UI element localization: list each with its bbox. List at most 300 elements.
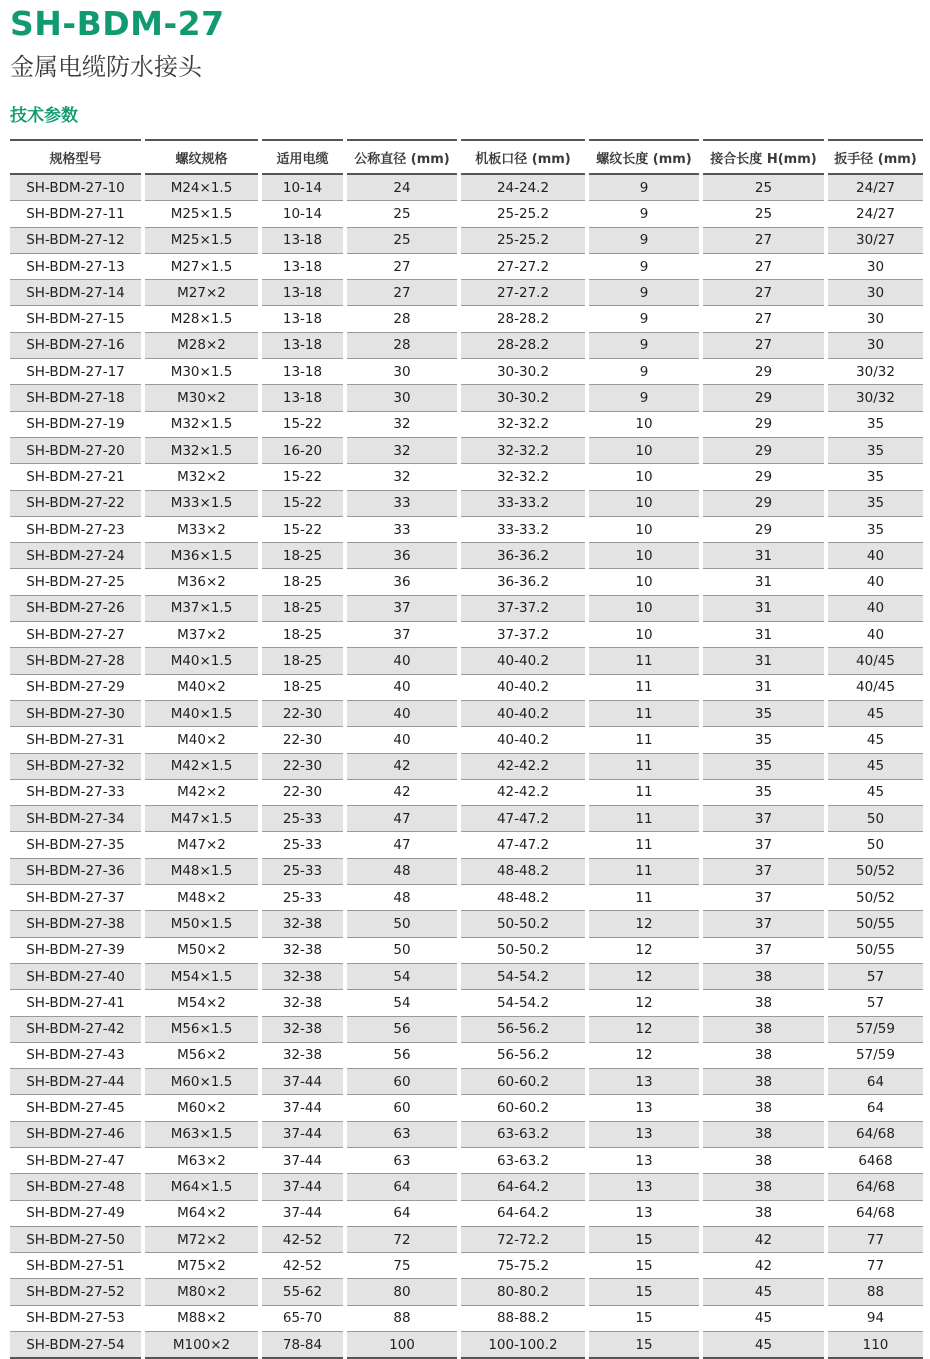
cell-model: SH-BDM-27-18 [10, 385, 141, 411]
table-row [10, 1174, 923, 1200]
cell-wrench-size: 40/45 [828, 675, 923, 701]
cell-wrench-size: 45 [828, 754, 923, 780]
cell-cable-range: 10-14 [262, 175, 343, 201]
cell-model: SH-BDM-27-46 [10, 1122, 141, 1148]
cell-nominal-diameter: 33 [347, 517, 457, 543]
cell-engage-length: 31 [703, 596, 824, 622]
cell-model: SH-BDM-27-32 [10, 754, 141, 780]
cell-model: SH-BDM-27-29 [10, 675, 141, 701]
cell-panel-hole: 32-32.2 [461, 412, 585, 438]
cell-thread: M32×2 [145, 464, 258, 490]
cell-model: SH-BDM-27-39 [10, 938, 141, 964]
cell-nominal-diameter: 40 [347, 675, 457, 701]
cell-model: SH-BDM-27-37 [10, 885, 141, 911]
table-row [10, 622, 923, 648]
cell-engage-length: 38 [703, 990, 824, 1016]
cell-cable-range: 13-18 [262, 280, 343, 306]
cell-cable-range: 13-18 [262, 254, 343, 280]
cell-panel-hole: 40-40.2 [461, 648, 585, 674]
cell-engage-length: 31 [703, 622, 824, 648]
cell-cable-range: 32-38 [262, 938, 343, 964]
cell-wrench-size: 64 [828, 1069, 923, 1095]
cell-nominal-diameter: 36 [347, 569, 457, 595]
cell-panel-hole: 42-42.2 [461, 754, 585, 780]
cell-engage-length: 27 [703, 333, 824, 359]
cell-engage-length: 35 [703, 780, 824, 806]
cell-model: SH-BDM-27-10 [10, 175, 141, 201]
cell-model: SH-BDM-27-27 [10, 622, 141, 648]
table-row [10, 885, 923, 911]
cell-thread: M27×1.5 [145, 254, 258, 280]
cell-nominal-diameter: 27 [347, 280, 457, 306]
cell-thread: M30×2 [145, 385, 258, 411]
cell-wrench-size: 35 [828, 438, 923, 464]
cell-nominal-diameter: 24 [347, 175, 457, 201]
cell-panel-hole: 54-54.2 [461, 990, 585, 1016]
cell-thread-length: 13 [589, 1174, 699, 1200]
cell-model: SH-BDM-27-30 [10, 701, 141, 727]
cell-panel-hole: 32-32.2 [461, 438, 585, 464]
cell-thread: M33×1.5 [145, 491, 258, 517]
cell-engage-length: 37 [703, 938, 824, 964]
cell-wrench-size: 88 [828, 1279, 923, 1305]
cell-wrench-size: 57/59 [828, 1043, 923, 1069]
cell-cable-range: 42-52 [262, 1253, 343, 1279]
cell-engage-length: 25 [703, 175, 824, 201]
cell-thread: M32×1.5 [145, 412, 258, 438]
cell-thread-length: 9 [589, 333, 699, 359]
cell-thread-length: 9 [589, 306, 699, 332]
cell-model: SH-BDM-27-40 [10, 964, 141, 990]
cell-nominal-diameter: 25 [347, 201, 457, 227]
cell-model: SH-BDM-27-41 [10, 990, 141, 1016]
cell-thread-length: 11 [589, 754, 699, 780]
table-row [10, 964, 923, 990]
cell-wrench-size: 24/27 [828, 175, 923, 201]
cell-nominal-diameter: 54 [347, 964, 457, 990]
cell-nominal-diameter: 56 [347, 1043, 457, 1069]
cell-thread-length: 12 [589, 1043, 699, 1069]
table-row [10, 1148, 923, 1174]
table-row [10, 1017, 923, 1043]
cell-thread-length: 9 [589, 228, 699, 254]
cell-cable-range: 18-25 [262, 596, 343, 622]
table-row [10, 254, 923, 280]
cell-wrench-size: 40 [828, 622, 923, 648]
cell-model: SH-BDM-27-54 [10, 1332, 141, 1359]
cell-nominal-diameter: 36 [347, 543, 457, 569]
table-row [10, 228, 923, 254]
cell-wrench-size: 30/32 [828, 385, 923, 411]
cell-model: SH-BDM-27-17 [10, 359, 141, 385]
cell-engage-length: 29 [703, 385, 824, 411]
cell-engage-length: 25 [703, 201, 824, 227]
cell-cable-range: 10-14 [262, 201, 343, 227]
cell-thread: M36×2 [145, 569, 258, 595]
cell-panel-hole: 28-28.2 [461, 333, 585, 359]
cell-model: SH-BDM-27-42 [10, 1017, 141, 1043]
column-header-engage-length: 接合长度 H(mm) [703, 139, 824, 175]
cell-engage-length: 42 [703, 1253, 824, 1279]
column-header-wrench-size: 扳手径 (mm) [828, 139, 923, 175]
table-row [10, 1279, 923, 1305]
cell-nominal-diameter: 75 [347, 1253, 457, 1279]
cell-thread: M75×2 [145, 1253, 258, 1279]
cell-panel-hole: 25-25.2 [461, 201, 585, 227]
table-row [10, 938, 923, 964]
cell-cable-range: 32-38 [262, 990, 343, 1016]
cell-thread-length: 9 [589, 385, 699, 411]
cell-model: SH-BDM-27-34 [10, 806, 141, 832]
cell-wrench-size: 35 [828, 491, 923, 517]
cell-thread: M63×1.5 [145, 1122, 258, 1148]
cell-engage-length: 37 [703, 806, 824, 832]
cell-cable-range: 15-22 [262, 517, 343, 543]
cell-thread: M64×1.5 [145, 1174, 258, 1200]
cell-engage-length: 35 [703, 727, 824, 753]
cell-model: SH-BDM-27-48 [10, 1174, 141, 1200]
cell-nominal-diameter: 40 [347, 701, 457, 727]
cell-cable-range: 13-18 [262, 306, 343, 332]
cell-nominal-diameter: 100 [347, 1332, 457, 1359]
table-row [10, 280, 923, 306]
cell-cable-range: 25-33 [262, 832, 343, 858]
cell-cable-range: 42-52 [262, 1227, 343, 1253]
cell-engage-length: 38 [703, 964, 824, 990]
table-row [10, 596, 923, 622]
section-title-tech-params: 技术参数 [10, 106, 78, 126]
cell-cable-range: 16-20 [262, 438, 343, 464]
cell-wrench-size: 64 [828, 1095, 923, 1121]
cell-nominal-diameter: 28 [347, 306, 457, 332]
cell-wrench-size: 57/59 [828, 1017, 923, 1043]
table-row [10, 780, 923, 806]
cell-nominal-diameter: 32 [347, 464, 457, 490]
column-header-thread: 螺纹规格 [145, 139, 258, 175]
cell-wrench-size: 30 [828, 333, 923, 359]
cell-panel-hole: 64-64.2 [461, 1174, 585, 1200]
cell-model: SH-BDM-27-14 [10, 280, 141, 306]
cell-thread-length: 12 [589, 938, 699, 964]
column-header-panel-hole: 机板口径 (mm) [461, 139, 585, 175]
table-row [10, 1043, 923, 1069]
cell-cable-range: 13-18 [262, 228, 343, 254]
cell-thread: M42×2 [145, 780, 258, 806]
cell-thread: M37×2 [145, 622, 258, 648]
cell-panel-hole: 30-30.2 [461, 385, 585, 411]
cell-wrench-size: 35 [828, 412, 923, 438]
cell-panel-hole: 60-60.2 [461, 1095, 585, 1121]
cell-wrench-size: 45 [828, 701, 923, 727]
cell-engage-length: 31 [703, 648, 824, 674]
cell-thread: M50×1.5 [145, 911, 258, 937]
cell-thread: M32×1.5 [145, 438, 258, 464]
cell-nominal-diameter: 37 [347, 622, 457, 648]
cell-thread: M60×1.5 [145, 1069, 258, 1095]
table-row [10, 333, 923, 359]
cell-engage-length: 29 [703, 517, 824, 543]
cell-thread: M63×2 [145, 1148, 258, 1174]
product-name-subtitle: 金属电缆防水接头 [10, 53, 202, 81]
cell-model: SH-BDM-27-16 [10, 333, 141, 359]
cell-panel-hole: 27-27.2 [461, 280, 585, 306]
cell-model: SH-BDM-27-38 [10, 911, 141, 937]
table-row [10, 990, 923, 1016]
cell-model: SH-BDM-27-35 [10, 832, 141, 858]
cell-nominal-diameter: 40 [347, 648, 457, 674]
table-row [10, 727, 923, 753]
cell-engage-length: 29 [703, 412, 824, 438]
cell-cable-range: 13-18 [262, 359, 343, 385]
cell-panel-hole: 48-48.2 [461, 859, 585, 885]
cell-thread: M100×2 [145, 1332, 258, 1359]
cell-wrench-size: 50/55 [828, 938, 923, 964]
cell-thread: M48×2 [145, 885, 258, 911]
cell-nominal-diameter: 64 [347, 1174, 457, 1200]
cell-wrench-size: 77 [828, 1253, 923, 1279]
cell-nominal-diameter: 32 [347, 412, 457, 438]
cell-thread: M50×2 [145, 938, 258, 964]
cell-cable-range: 15-22 [262, 412, 343, 438]
cell-panel-hole: 50-50.2 [461, 911, 585, 937]
cell-cable-range: 37-44 [262, 1069, 343, 1095]
table-row [10, 1332, 923, 1359]
cell-engage-length: 45 [703, 1306, 824, 1332]
cell-thread-length: 10 [589, 569, 699, 595]
cell-panel-hole: 30-30.2 [461, 359, 585, 385]
table-row [10, 832, 923, 858]
cell-model: SH-BDM-27-21 [10, 464, 141, 490]
cell-thread-length: 11 [589, 701, 699, 727]
table-row [10, 569, 923, 595]
cell-panel-hole: 36-36.2 [461, 543, 585, 569]
cell-thread-length: 10 [589, 412, 699, 438]
cell-thread-length: 11 [589, 885, 699, 911]
cell-panel-hole: 72-72.2 [461, 1227, 585, 1253]
cell-thread-length: 9 [589, 201, 699, 227]
cell-wrench-size: 30/32 [828, 359, 923, 385]
cell-panel-hole: 50-50.2 [461, 938, 585, 964]
cell-wrench-size: 110 [828, 1332, 923, 1359]
cell-cable-range: 37-44 [262, 1174, 343, 1200]
cell-thread-length: 10 [589, 517, 699, 543]
cell-model: SH-BDM-27-28 [10, 648, 141, 674]
cell-model: SH-BDM-27-45 [10, 1095, 141, 1121]
cell-panel-hole: 56-56.2 [461, 1043, 585, 1069]
cell-thread: M47×2 [145, 832, 258, 858]
cell-thread-length: 15 [589, 1332, 699, 1359]
cell-engage-length: 27 [703, 228, 824, 254]
cell-thread-length: 9 [589, 254, 699, 280]
cell-model: SH-BDM-27-24 [10, 543, 141, 569]
cell-thread: M24×1.5 [145, 175, 258, 201]
cell-model: SH-BDM-27-51 [10, 1253, 141, 1279]
cell-nominal-diameter: 48 [347, 859, 457, 885]
cell-cable-range: 25-33 [262, 806, 343, 832]
cell-panel-hole: 60-60.2 [461, 1069, 585, 1095]
cell-engage-length: 31 [703, 569, 824, 595]
cell-wrench-size: 57 [828, 990, 923, 1016]
cell-thread-length: 10 [589, 438, 699, 464]
cell-panel-hole: 47-47.2 [461, 806, 585, 832]
cell-panel-hole: 47-47.2 [461, 832, 585, 858]
cell-model: SH-BDM-27-52 [10, 1279, 141, 1305]
cell-wrench-size: 30 [828, 280, 923, 306]
cell-thread: M54×1.5 [145, 964, 258, 990]
cell-cable-range: 22-30 [262, 780, 343, 806]
table-row [10, 859, 923, 885]
cell-nominal-diameter: 32 [347, 438, 457, 464]
table-row [10, 1201, 923, 1227]
cell-cable-range: 37-44 [262, 1095, 343, 1121]
cell-model: SH-BDM-27-26 [10, 596, 141, 622]
cell-wrench-size: 35 [828, 517, 923, 543]
table-row [10, 701, 923, 727]
cell-thread-length: 13 [589, 1069, 699, 1095]
cell-engage-length: 38 [703, 1095, 824, 1121]
table-row [10, 648, 923, 674]
cell-cable-range: 25-33 [262, 885, 343, 911]
cell-cable-range: 13-18 [262, 333, 343, 359]
cell-panel-hole: 40-40.2 [461, 727, 585, 753]
spec-table [6, 139, 927, 1359]
cell-model: SH-BDM-27-11 [10, 201, 141, 227]
cell-wrench-size: 30 [828, 254, 923, 280]
cell-model: SH-BDM-27-36 [10, 859, 141, 885]
cell-thread-length: 13 [589, 1148, 699, 1174]
cell-nominal-diameter: 56 [347, 1017, 457, 1043]
table-row [10, 1227, 923, 1253]
column-header-thread-length: 螺纹长度 (mm) [589, 139, 699, 175]
cell-thread: M47×1.5 [145, 806, 258, 832]
cell-model: SH-BDM-27-31 [10, 727, 141, 753]
cell-panel-hole: 80-80.2 [461, 1279, 585, 1305]
cell-thread: M25×1.5 [145, 201, 258, 227]
cell-cable-range: 37-44 [262, 1148, 343, 1174]
cell-cable-range: 37-44 [262, 1201, 343, 1227]
spec-table-header [10, 139, 923, 175]
cell-cable-range: 37-44 [262, 1122, 343, 1148]
cell-nominal-diameter: 42 [347, 780, 457, 806]
cell-cable-range: 65-70 [262, 1306, 343, 1332]
cell-wrench-size: 50 [828, 806, 923, 832]
cell-cable-range: 18-25 [262, 569, 343, 595]
cell-thread: M36×1.5 [145, 543, 258, 569]
cell-thread: M56×1.5 [145, 1017, 258, 1043]
cell-thread-length: 15 [589, 1227, 699, 1253]
cell-model: SH-BDM-27-53 [10, 1306, 141, 1332]
cell-nominal-diameter: 72 [347, 1227, 457, 1253]
cell-thread-length: 15 [589, 1253, 699, 1279]
cell-thread-length: 11 [589, 806, 699, 832]
cell-panel-hole: 54-54.2 [461, 964, 585, 990]
cell-cable-range: 18-25 [262, 648, 343, 674]
cell-wrench-size: 6468 [828, 1148, 923, 1174]
cell-engage-length: 29 [703, 359, 824, 385]
cell-thread: M54×2 [145, 990, 258, 1016]
cell-nominal-diameter: 50 [347, 911, 457, 937]
cell-model: SH-BDM-27-25 [10, 569, 141, 595]
table-row [10, 543, 923, 569]
cell-panel-hole: 75-75.2 [461, 1253, 585, 1279]
cell-wrench-size: 64/68 [828, 1122, 923, 1148]
table-row [10, 675, 923, 701]
cell-wrench-size: 40 [828, 596, 923, 622]
cell-cable-range: 22-30 [262, 701, 343, 727]
cell-thread: M40×1.5 [145, 648, 258, 674]
cell-model: SH-BDM-27-50 [10, 1227, 141, 1253]
cell-wrench-size: 40/45 [828, 648, 923, 674]
cell-thread-length: 10 [589, 464, 699, 490]
cell-model: SH-BDM-27-43 [10, 1043, 141, 1069]
cell-engage-length: 35 [703, 754, 824, 780]
cell-panel-hole: 63-63.2 [461, 1148, 585, 1174]
cell-engage-length: 38 [703, 1043, 824, 1069]
cell-wrench-size: 45 [828, 780, 923, 806]
cell-nominal-diameter: 37 [347, 596, 457, 622]
cell-panel-hole: 37-37.2 [461, 596, 585, 622]
cell-wrench-size: 40 [828, 543, 923, 569]
cell-thread-length: 9 [589, 175, 699, 201]
cell-engage-length: 37 [703, 885, 824, 911]
cell-thread-length: 13 [589, 1095, 699, 1121]
table-row [10, 517, 923, 543]
cell-cable-range: 78-84 [262, 1332, 343, 1359]
cell-panel-hole: 48-48.2 [461, 885, 585, 911]
cell-wrench-size: 64/68 [828, 1201, 923, 1227]
cell-nominal-diameter: 33 [347, 491, 457, 517]
cell-wrench-size: 35 [828, 464, 923, 490]
cell-cable-range: 13-18 [262, 385, 343, 411]
cell-nominal-diameter: 63 [347, 1122, 457, 1148]
cell-model: SH-BDM-27-20 [10, 438, 141, 464]
cell-thread: M42×1.5 [145, 754, 258, 780]
cell-panel-hole: 25-25.2 [461, 228, 585, 254]
table-row [10, 306, 923, 332]
cell-nominal-diameter: 47 [347, 832, 457, 858]
cell-thread-length: 10 [589, 543, 699, 569]
cell-cable-range: 25-33 [262, 859, 343, 885]
cell-thread: M60×2 [145, 1095, 258, 1121]
cell-engage-length: 37 [703, 911, 824, 937]
cell-model: SH-BDM-27-12 [10, 228, 141, 254]
cell-panel-hole: 37-37.2 [461, 622, 585, 648]
cell-thread: M48×1.5 [145, 859, 258, 885]
cell-nominal-diameter: 60 [347, 1069, 457, 1095]
spec-table-body [10, 175, 923, 1359]
cell-nominal-diameter: 60 [347, 1095, 457, 1121]
table-row [10, 1122, 923, 1148]
cell-thread: M25×1.5 [145, 228, 258, 254]
cell-thread: M40×2 [145, 675, 258, 701]
header-row [10, 139, 923, 175]
cell-thread: M64×2 [145, 1201, 258, 1227]
cell-thread-length: 12 [589, 911, 699, 937]
cell-panel-hole: 56-56.2 [461, 1017, 585, 1043]
cell-engage-length: 45 [703, 1332, 824, 1359]
cell-thread: M27×2 [145, 280, 258, 306]
table-row [10, 412, 923, 438]
cell-model: SH-BDM-27-13 [10, 254, 141, 280]
cell-engage-length: 29 [703, 438, 824, 464]
cell-thread-length: 15 [589, 1279, 699, 1305]
cell-nominal-diameter: 48 [347, 885, 457, 911]
cell-wrench-size: 30 [828, 306, 923, 332]
table-row [10, 385, 923, 411]
cell-nominal-diameter: 64 [347, 1201, 457, 1227]
cell-model: SH-BDM-27-47 [10, 1148, 141, 1174]
cell-wrench-size: 45 [828, 727, 923, 753]
